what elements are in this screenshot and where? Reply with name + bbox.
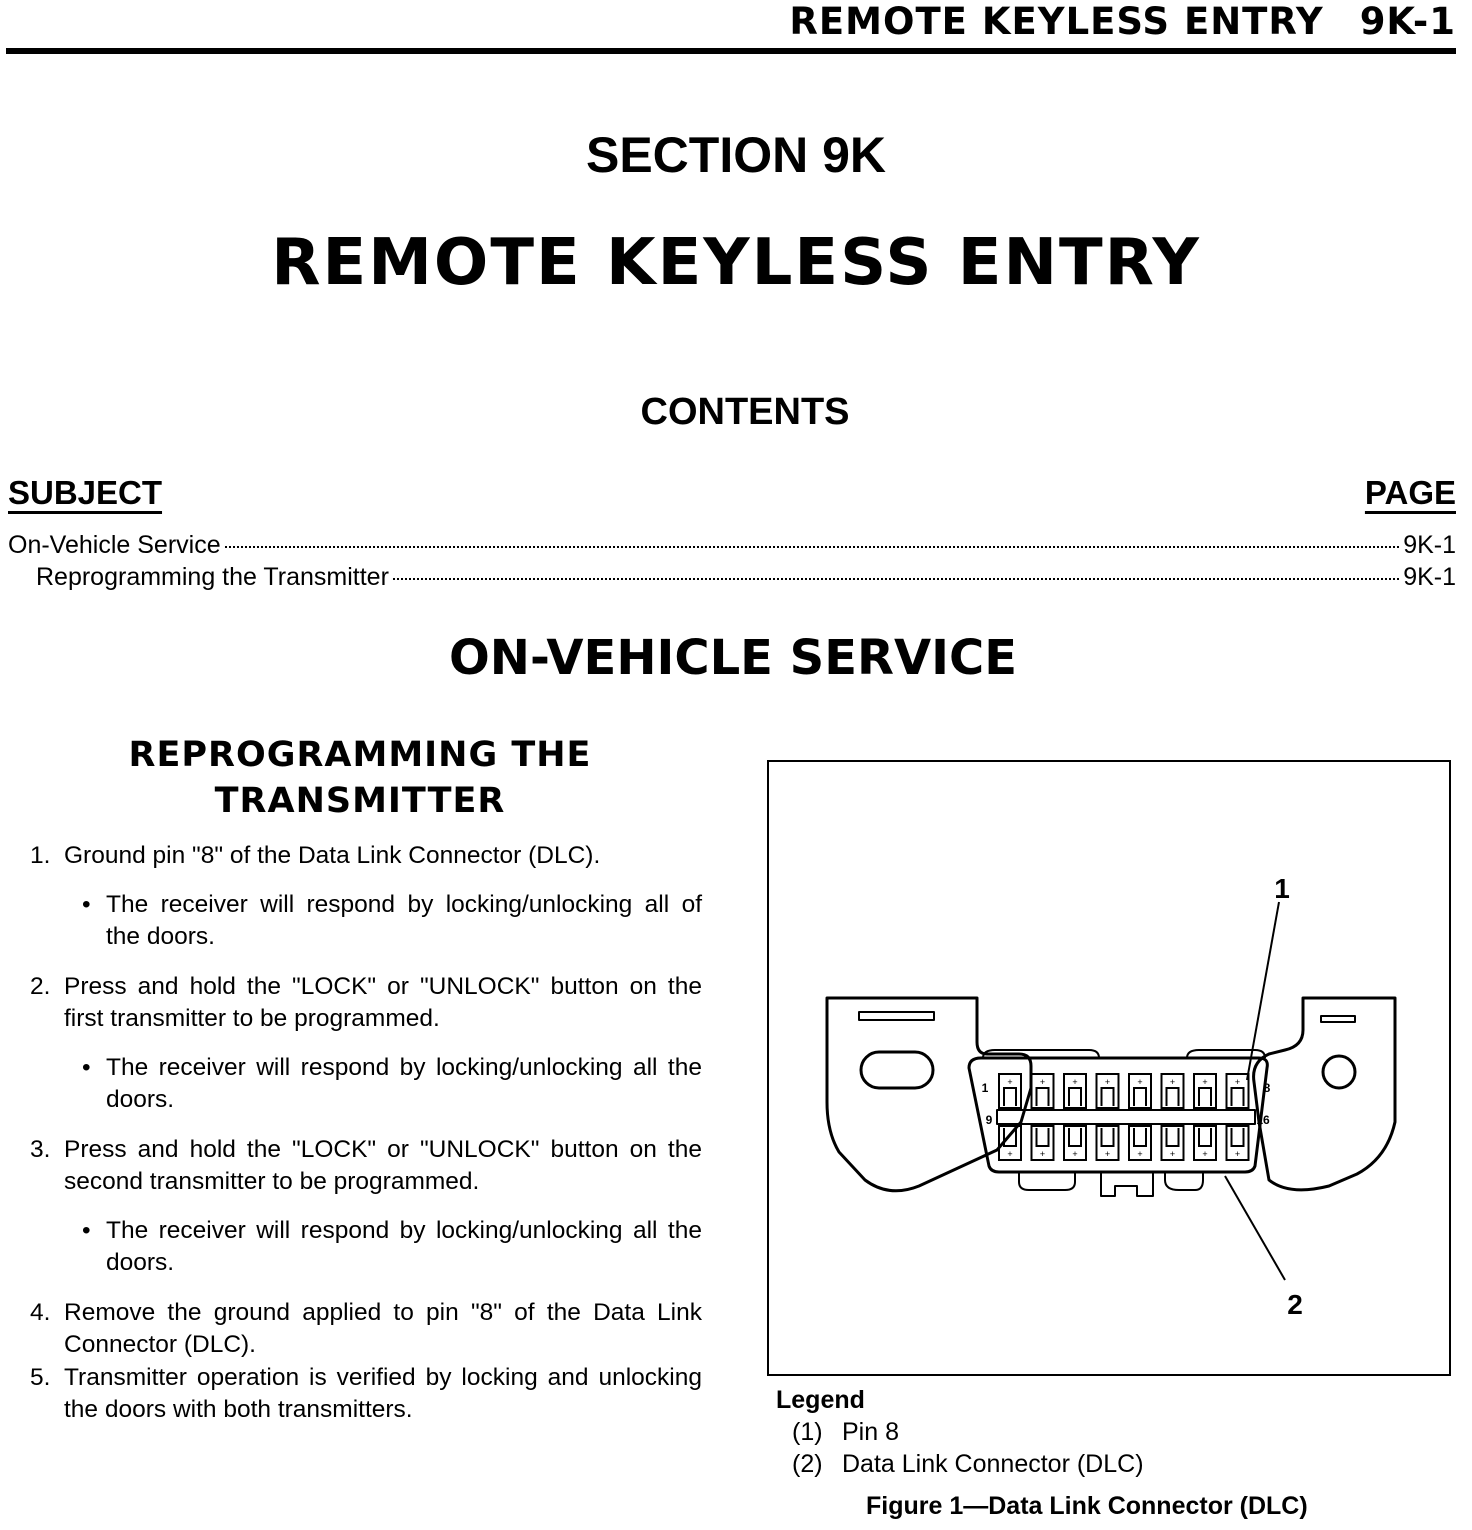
running-header-page: 9K-1: [1359, 0, 1456, 43]
dlc-pin-contact: [1199, 1128, 1211, 1146]
legend-item-number: (1): [792, 1418, 823, 1446]
dlc-pin-glyph: +: [1039, 1077, 1046, 1087]
toc-entry[interactable]: [36, 563, 1456, 592]
dlc-pin-contact: [1167, 1088, 1179, 1106]
dlc-right-mount-hole: [1323, 1056, 1355, 1088]
bullet-mark: •: [82, 1216, 91, 1244]
dlc-pin-glyph: +: [1202, 1149, 1208, 1159]
dlc-pin-glyph: +: [1007, 1077, 1013, 1087]
dlc-pin-contact: [1134, 1088, 1146, 1106]
toc-subject-header: SUBJECT: [8, 474, 163, 511]
dlc-bottom-tab-right: [1165, 1172, 1203, 1190]
contents-heading: CONTENTS: [640, 391, 850, 433]
toc-entry-page: 9K-1: [1403, 563, 1456, 591]
legend-title: Legend: [776, 1386, 865, 1414]
dlc-pin-contact: [1232, 1088, 1244, 1106]
toc-entry-page: 9K-1: [1403, 531, 1456, 559]
dlc-pin-contact: [1069, 1088, 1081, 1106]
step-number: 1.: [30, 842, 51, 869]
running-header-title: REMOTE KEYLESS ENTRY: [789, 0, 1324, 43]
dlc-pin-glyph: +: [1104, 1077, 1111, 1087]
legend-item-number: (2): [792, 1450, 823, 1478]
dlc-pin-label-9: 9: [985, 1113, 993, 1127]
legend-item-text: Pin 8: [842, 1418, 899, 1446]
bullet-text: The receiver will respond by locking/unlocking all the doors.: [106, 1053, 702, 1113]
callout-1-label: 1: [1274, 873, 1290, 904]
reprogramming-heading-line1: REPROGRAMMING THE: [128, 735, 592, 775]
dlc-pin-glyph: +: [1234, 1077, 1241, 1087]
bullet-text: The receiver will respond by locking/unlocking all of the doors.: [106, 890, 702, 950]
toc-leader-dots: [393, 578, 1399, 580]
step-text: Ground pin "8" of the Data Link Connector (DLC).: [64, 842, 601, 869]
dlc-left-mount-hole: [861, 1052, 933, 1088]
dlc-right-flange: [1254, 998, 1395, 1190]
step-number: 3.: [30, 1135, 51, 1163]
dlc-pin-label-8: 8: [1263, 1081, 1271, 1095]
dlc-pin-contact: [1037, 1128, 1049, 1146]
dlc-pin-label-16: 16: [1256, 1113, 1270, 1127]
step-number: 4.: [30, 1298, 51, 1326]
procedure-step: [30, 1362, 702, 1427]
section-title: REMOTE KEYLESS ENTRY: [271, 226, 1201, 300]
toc-entry[interactable]: [8, 531, 1456, 560]
reprogramming-heading: [60, 732, 660, 824]
dlc-illustration: [769, 762, 1449, 1374]
toc-entry-subject: On-Vehicle Service: [8, 531, 221, 559]
dlc-pin-contact: [1037, 1088, 1049, 1106]
dlc-pin-glyph: +: [1072, 1077, 1078, 1087]
dlc-bottom-tab-left: [1019, 1172, 1075, 1190]
dlc-pin-glyph: +: [1007, 1149, 1013, 1159]
bullet-mark: •: [82, 890, 91, 918]
toc-entry-subject: Reprogramming the Transmitter: [36, 563, 389, 591]
header-rule: [6, 48, 1456, 54]
running-header: [789, 0, 1456, 43]
dlc-pin-contact: [1232, 1128, 1244, 1146]
dlc-left-flange: [827, 998, 1031, 1191]
dlc-pin-glyph: +: [1137, 1077, 1143, 1087]
step-text: Remove the ground applied to pin "8" of the Data Link Connector (DLC).: [64, 1298, 702, 1358]
toc-page-header: PAGE: [1364, 474, 1456, 511]
dlc-pin-glyph: +: [1104, 1149, 1111, 1159]
dlc-pin-glyph: +: [1072, 1149, 1078, 1159]
figure-dlc-box: [767, 760, 1451, 1376]
step-text: Transmitter operation is verified by locking and unlocking the doors with both transmitters.: [64, 1363, 702, 1423]
dlc-pin-glyph: +: [1169, 1149, 1176, 1159]
step-number: 2.: [30, 972, 51, 1000]
dlc-pin-contact: [1069, 1128, 1081, 1146]
dlc-pin-contact: [1199, 1088, 1211, 1106]
dlc-pin-contact: [1102, 1128, 1114, 1146]
dlc-pin-contact: [1102, 1088, 1114, 1106]
bullet-mark: •: [82, 1053, 91, 1081]
legend-item: [792, 1448, 1144, 1480]
section-label: SECTION 9K: [585, 127, 887, 183]
step-text: Press and hold the "LOCK" or "UNLOCK" button on the first transmitter to be programmed.: [64, 972, 702, 1032]
step-bullet: [82, 1052, 702, 1117]
step-bullet: [82, 1215, 702, 1280]
figure-caption: Figure 1—Data Link Connector (DLC): [866, 1492, 1308, 1520]
figure-legend: [776, 1384, 1144, 1480]
reprogramming-heading-line2: TRANSMITTER: [214, 781, 506, 821]
step-text: Press and hold the "LOCK" or "UNLOCK" button on the second transmitter to be programmed.: [64, 1135, 702, 1195]
procedure-steps: [30, 840, 702, 1427]
legend-item-text: Data Link Connector (DLC): [842, 1450, 1144, 1478]
dlc-pin-contact: [1004, 1088, 1016, 1106]
procedure-step: [30, 971, 702, 1036]
procedure-step: [30, 1297, 702, 1362]
toc-leader-dots: [225, 546, 1400, 548]
callout-2-leader: [1225, 1176, 1285, 1280]
dlc-pin-glyph: +: [1202, 1077, 1208, 1087]
step-number: 5.: [30, 1363, 51, 1391]
step-bullet: [82, 889, 702, 954]
procedure-step: [30, 1134, 702, 1199]
dlc-pin-glyph: +: [1169, 1077, 1176, 1087]
dlc-pin-glyph: +: [1039, 1149, 1046, 1159]
legend-item: [792, 1416, 1144, 1448]
dlc-pin-contact: [1167, 1128, 1179, 1146]
dlc-pin-contact: [1134, 1128, 1146, 1146]
dlc-right-flange-notch: [1321, 1016, 1355, 1022]
bullet-text: The receiver will respond by locking/unlocking all the doors.: [106, 1216, 702, 1276]
dlc-left-flange-notch: [859, 1012, 934, 1020]
dlc-pin-glyph: +: [1234, 1149, 1241, 1159]
dlc-pin-label-1: 1: [981, 1081, 989, 1095]
procedure-step: [30, 840, 702, 873]
dlc-pin-glyph: +: [1137, 1149, 1143, 1159]
on-vehicle-service-heading: ON-VEHICLE SERVICE: [448, 630, 1018, 686]
dlc-center-strip: [997, 1110, 1255, 1124]
callout-2-label: 2: [1287, 1289, 1303, 1320]
dlc-bottom-key: [1101, 1172, 1153, 1196]
